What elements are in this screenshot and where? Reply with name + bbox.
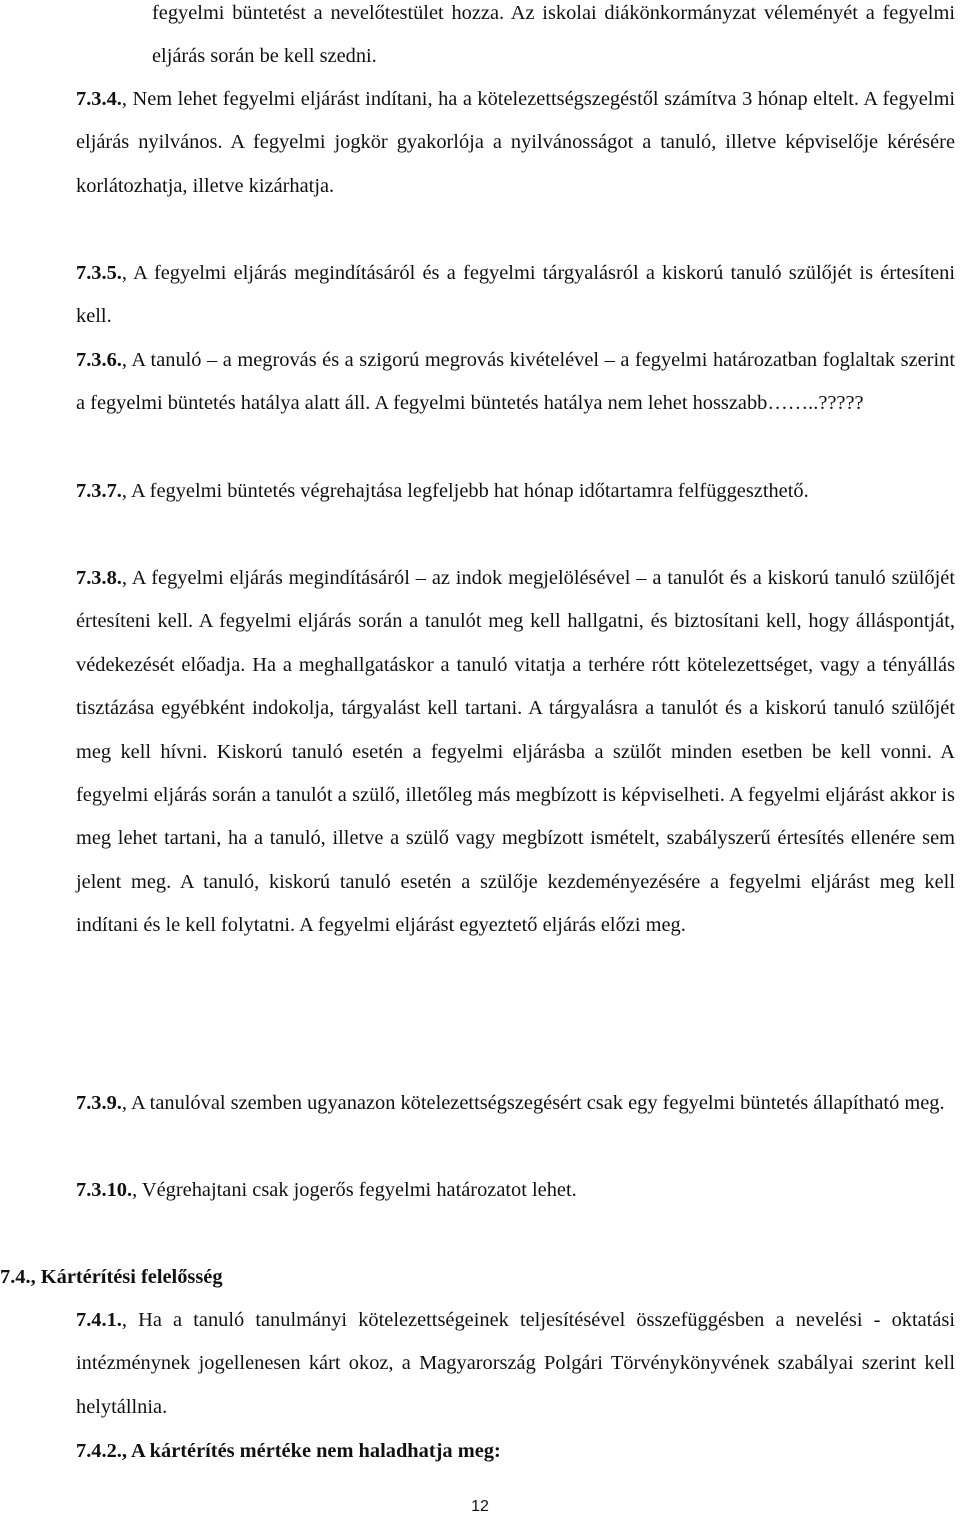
paragraph-7-3-5 [76,252,955,339]
paragraph-text: , Nem lehet fegyelmi eljárást indítani, ha a kötelezettségszegéstől számítva 3 hónap eltelt. A fegyelmi eljárás nyilvános. A fegyelmi jogkör gyakorlója a nyilvánosságot a tanuló, illetve képviselője kérésére korlátozhatja, illetve kizárhatja. [76,88,955,197]
paragraph-number: 7.3.8. [76,567,122,589]
paragraph-7-3-9 [76,1082,955,1125]
paragraph-number: 7.4.1. [76,1309,122,1331]
paragraph-7-3-4 [76,78,955,208]
paragraph-text: , A fegyelmi büntetés végrehajtása legfeljebb hat hónap időtartamra felfüggeszthető. [121,480,809,502]
paragraph-7-3-7 [76,470,955,513]
paragraph-7-3-8 [76,557,955,948]
paragraph-number: 7.3.6. [76,349,122,371]
paragraph-number: 7.3.9. [76,1092,122,1114]
paragraph-text: , A kártérítés mértéke nem haladhatja meg: [121,1440,501,1462]
paragraph-text: , A fegyelmi eljárás megindításáról – az indok megjelölésével – a tanulót és a kiskorú tanuló szülőjét értesíteni kell. A fegyelmi eljárás során a tanulót meg kell hallgatni, és biztosítani kell, hogy álláspontját, védekezését előadja. Ha a meghallgatáskor a tanuló vitatja a terhére rótt kötelezettséget, vagy a tényállás tisztázása egyébként indokolja, tárgyalást kell tartani. A tárgyalásra a tanulót és a kiskorú tanuló szülőjét meg kell hívni. Kiskorú tanuló esetén a fegyelmi eljárásba a szülőt minden esetben be kell vonni. A fegyelmi eljárás során a tanulót a szülő, illetőleg más megbízott is képviselheti. A fegyelmi eljárást akkor is meg lehet tartani, ha a tanuló, illetve a szülő vagy megbízott ismételt, szabályszerű értesítés ellenére sem jelent meg. A tanuló, kiskorú tanuló esetén a szülője kezdeményezésére a fegyelmi eljárást meg kell indítani és le kell folytatni. A fegyelmi eljárást egyeztető eljárás előzi meg. [76,567,955,937]
paragraph-number: 7.3.5. [76,262,122,284]
paragraph-text: , A fegyelmi eljárás megindításáról és a fegyelmi tárgyalásról a kiskorú tanuló szülőjét is értesíteni kell. [76,262,955,328]
paragraph-7-3-6 [76,339,955,426]
paragraph-number: 7.4.2. [76,1440,122,1462]
paragraph-text: , Ha a tanuló tanulmányi kötelezettségeinek teljesítésével összefüggésben a nevelési - oktatási intézménynek jogellenesen kárt okoz, a Magyarország Polgári Törvénykönyvének szabályai szerint kell helytállnia. [76,1309,955,1418]
paragraph-number: 7.3.7. [76,480,122,502]
page-number: 12 [471,1498,489,1515]
paragraph-7-3-10 [76,1169,955,1212]
paragraph-text: , Végrehajtani csak jogerős fegyelmi határozatot lehet. [132,1179,577,1201]
paragraph-7-4-1 [76,1299,955,1429]
section-heading: 7.4., Kártérítési felelősség [0,1266,223,1288]
paragraph-text: fegyelmi büntetést a nevelőtestület hozza. Az iskolai diákönkormányzat véleményét a fegyelmi eljárás során be kell szedni. [152,2,955,68]
paragraph-number: 7.3.4. [76,88,122,110]
paragraph-text: , A tanuló – a megrovás és a szigorú megrovás kivételével – a fegyelmi határozatban foglaltak szerint a fegyelmi büntetés hatálya alatt áll. A fegyelmi büntetés hatálya nem lehet hosszabb……..????? [76,349,955,415]
paragraph-continuation [152,0,955,79]
paragraph-7-4-2 [76,1430,955,1473]
paragraph-number: 7.3.10. [76,1179,133,1201]
paragraph-text: , A tanulóval szemben ugyanazon kötelezettségszegésért csak egy fegyelmi büntetés állapítható meg. [121,1092,945,1114]
